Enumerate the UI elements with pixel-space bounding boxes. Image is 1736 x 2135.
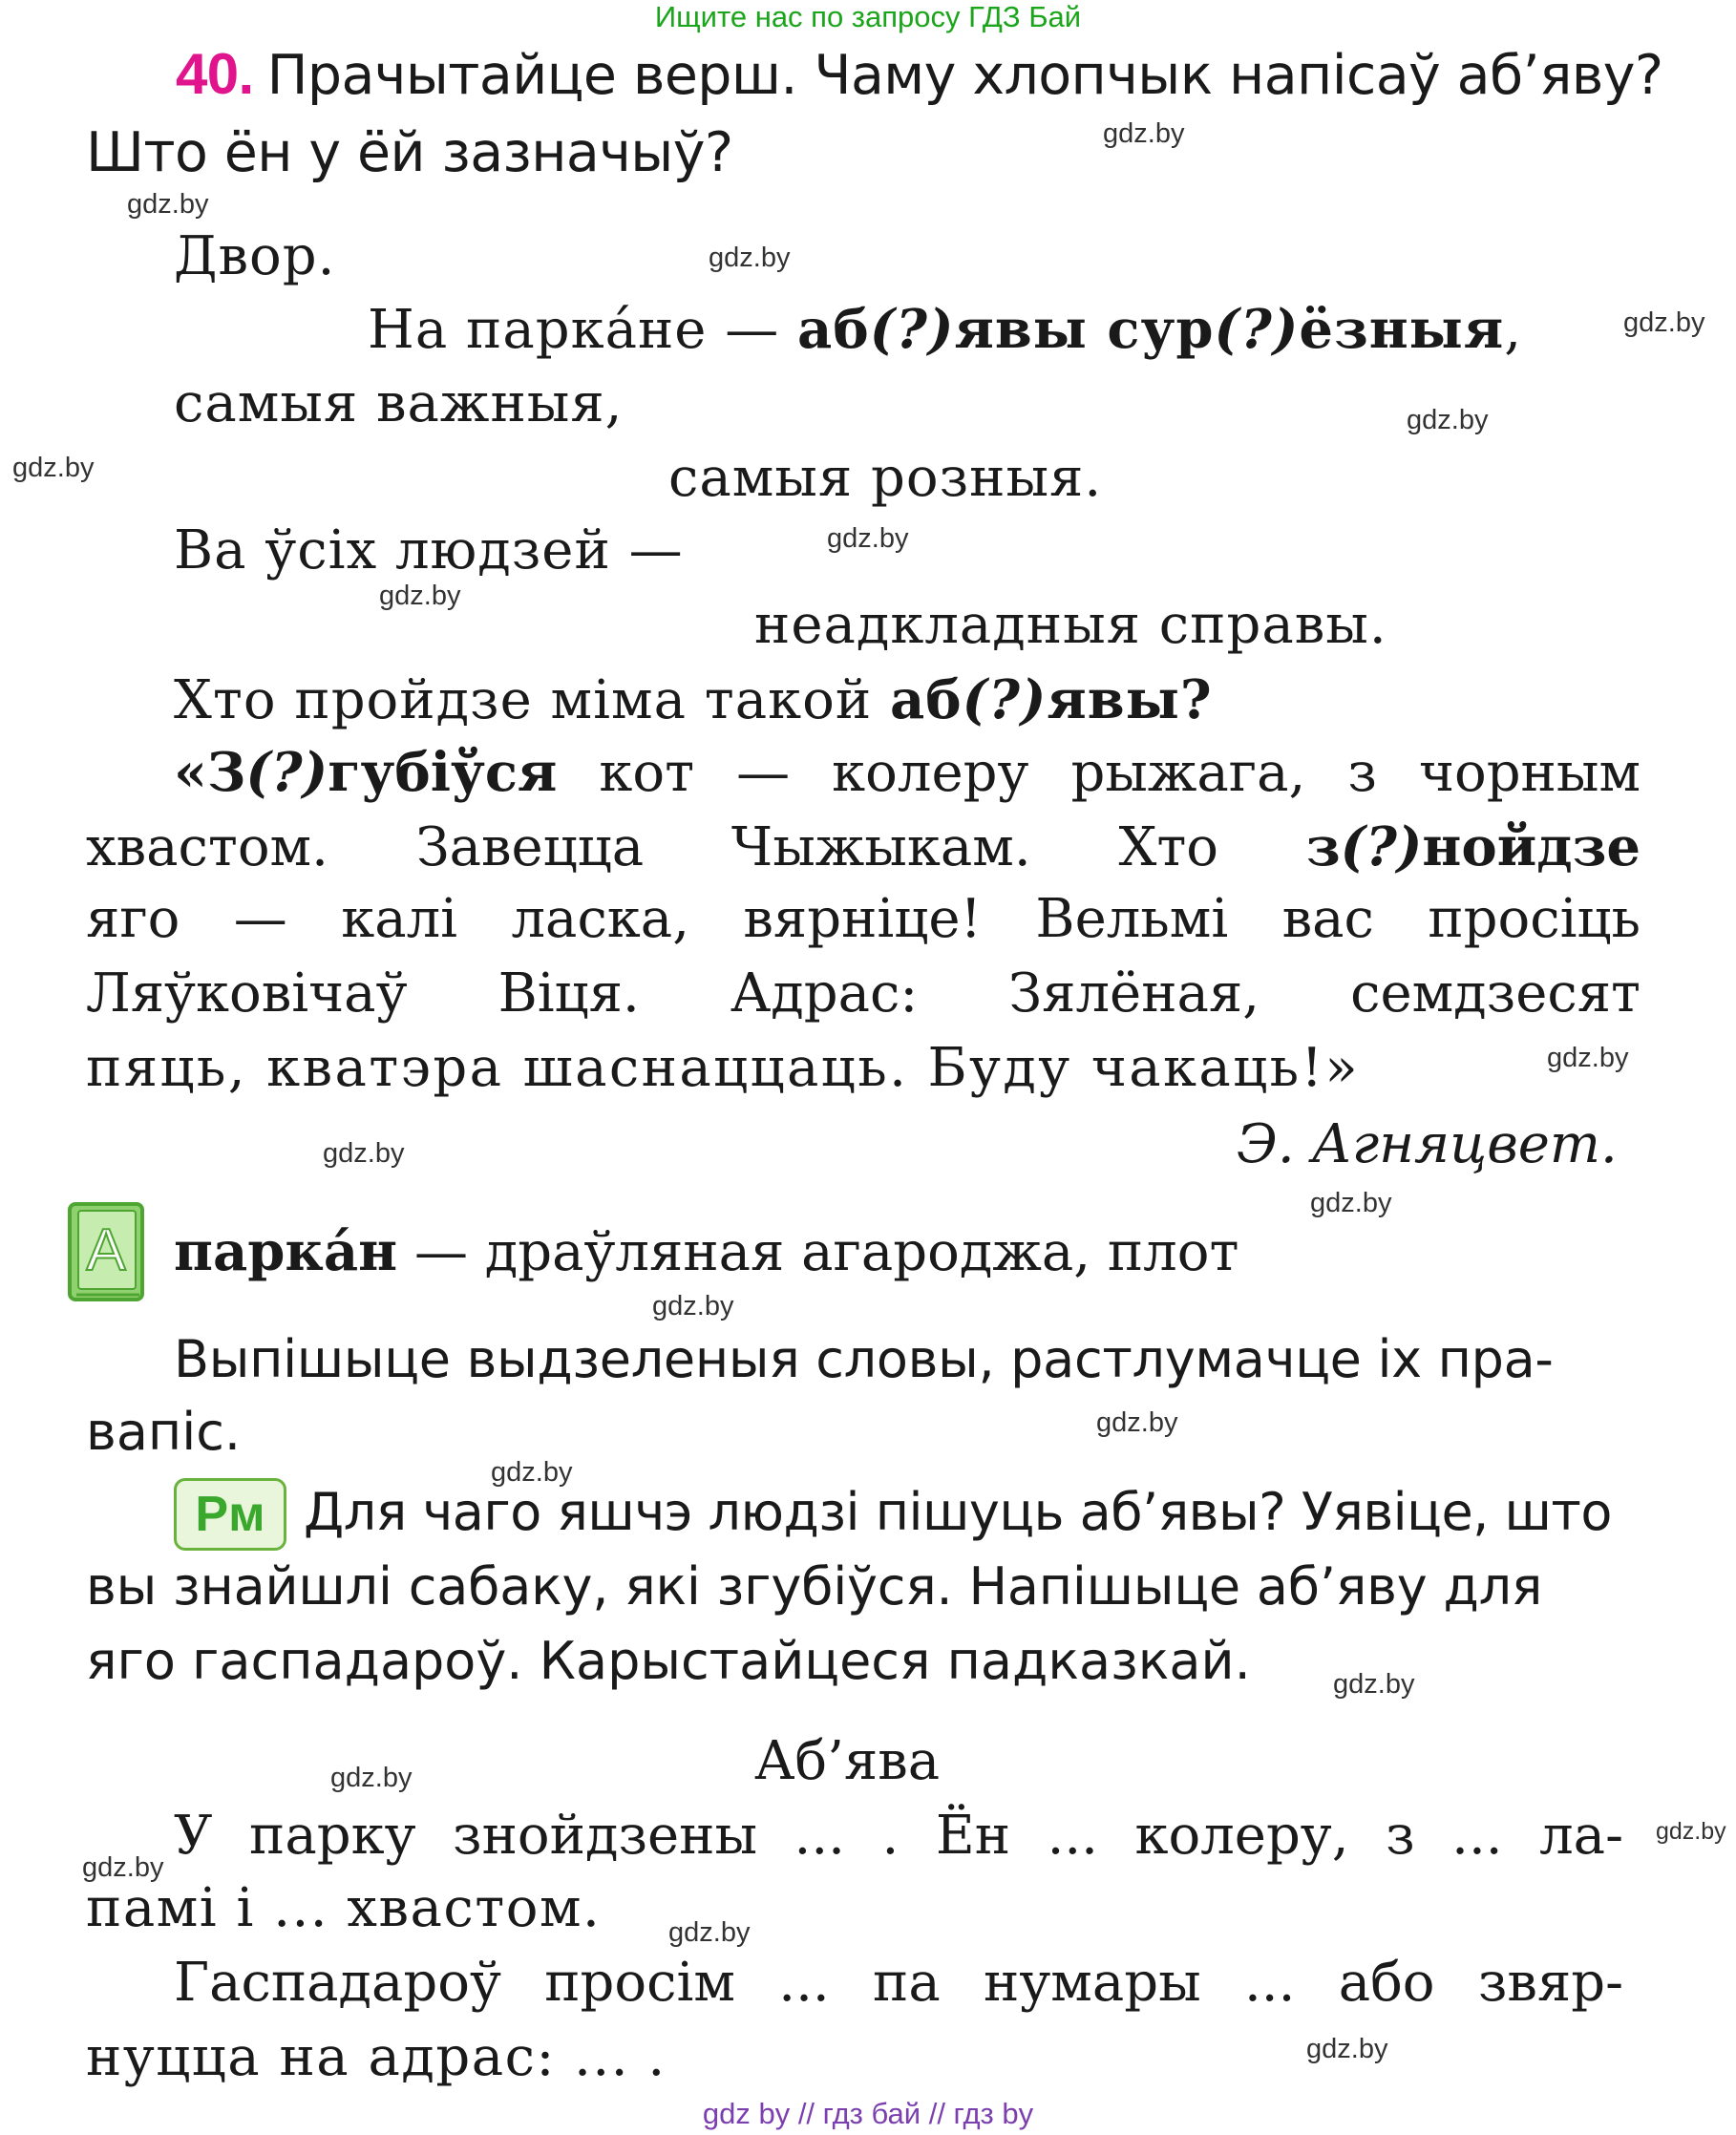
watermark: gdz.by xyxy=(1096,1407,1178,1438)
template-line-4: нуцца на адрас: ... . xyxy=(86,2026,667,2088)
poem-line-6: неадкладныя справы. xyxy=(754,594,1387,656)
watermark: gdz.by xyxy=(709,243,791,273)
poem-line-4: самыя розныя. xyxy=(668,447,1103,509)
poem-line-7: Хто пройдзе міма такой аб(?)явы? xyxy=(174,668,1213,731)
speech-development-badge: Рм xyxy=(174,1478,286,1551)
watermark: gdz.by xyxy=(1103,118,1185,149)
notice-line-2: хвастом. Завецца Чыжыкам. Хто з(?)нойдзе xyxy=(86,815,1641,878)
highlighted-word: аб(?)явы xyxy=(889,668,1180,731)
watermark: gdz.by xyxy=(323,1138,405,1169)
watermark: gdz.by xyxy=(491,1457,573,1488)
glossary-definition: — драўляная агароджа, плот xyxy=(397,1221,1239,1283)
instruction-line-2: вапіс. xyxy=(86,1402,242,1462)
notice-line-3: яго — калі ласка, вярніце! Вельмі вас просіць xyxy=(86,888,1641,950)
rm-line-3: яго гаспадароў. Карыстайцеся падказкай. xyxy=(86,1631,1251,1691)
author: Э. Агняцвет. xyxy=(1237,1113,1618,1175)
poem-line-2: На парка́не — аб(?)явы сур(?)ёзныя, xyxy=(368,298,1523,361)
task-number: 40. xyxy=(176,42,254,106)
instruction-line-1: Выпішыце выдзеленыя словы, растлумачце іх пра- xyxy=(174,1329,1554,1389)
watermark: gdz.by xyxy=(379,581,461,611)
poem-line-1: Двор. xyxy=(174,225,336,287)
dictionary-book-icon xyxy=(67,1201,145,1302)
watermark: gdz.by xyxy=(1333,1669,1415,1700)
watermark: gdz.by xyxy=(1407,405,1489,435)
watermark: gdz.by xyxy=(82,1852,164,1883)
highlighted-word: «З(?)губіўся xyxy=(174,741,558,804)
glossary-entry xyxy=(174,1220,1238,1283)
rm-line-1: Для чаго яшчэ людзі пішуць аб’явы? Уявіце, што xyxy=(304,1482,1612,1542)
watermark: gdz.by xyxy=(1656,1818,1726,1845)
notice-line-5: пяць, кватэра шаснаццаць. Буду чакаць!» xyxy=(86,1037,1361,1099)
poem-line-5: Ва ўсіх людзей — xyxy=(174,519,684,581)
task-question-2: Што ён у ёй зазначыў? xyxy=(86,121,733,184)
notice-line-1: «З(?)губіўся кот — колеру рыжага, з чорным xyxy=(174,741,1641,804)
glossary-term: парка́н xyxy=(174,1220,398,1283)
footer-links[interactable]: gdz by // гдз бай // гдз by xyxy=(702,2097,1034,2130)
top-banner[interactable]: Ищите нас по запросу ГДЗ Бай xyxy=(654,0,1082,33)
highlighted-word: з(?)нойдзе xyxy=(1305,815,1641,878)
watermark: gdz.by xyxy=(1623,307,1705,338)
template-line-3: Гаспадароў просім ... па нумары ... або звяр- xyxy=(174,1952,1623,2014)
book-letter: А xyxy=(86,1217,126,1283)
rm-line-2: вы знайшлі сабаку, які згубіўся. Напішыце аб’яву для xyxy=(86,1556,1543,1617)
watermark: gdz.by xyxy=(1310,1188,1392,1218)
template-line-1: У парку знойдзены ... . Ён ... колеру, з ... ла- xyxy=(174,1805,1623,1867)
watermark: gdz.by xyxy=(1547,1043,1629,1073)
poem-text: На парка́не — xyxy=(368,299,798,361)
watermark: gdz.by xyxy=(827,523,909,554)
watermark: gdz.by xyxy=(652,1291,734,1321)
poem-line-3: самыя важныя, xyxy=(174,372,624,434)
watermark: gdz.by xyxy=(12,453,95,483)
template-line-2: памі і ... хвастом. xyxy=(86,1877,602,1939)
notice-line-4: Ляўковічаў Віця. Адрас: Зялёная, семдзесят xyxy=(86,962,1641,1025)
task-heading-line1 xyxy=(176,38,1663,112)
watermark: gdz.by xyxy=(668,1917,751,1948)
watermark: gdz.by xyxy=(330,1763,413,1793)
watermark: gdz.by xyxy=(127,189,209,220)
watermark: gdz.by xyxy=(1306,2034,1388,2064)
highlighted-word: аб(?)явы сур(?)ёзныя xyxy=(797,298,1505,361)
task-question-1: Прачытайце верш. Чаму хлопчык напісаў аб’яву? xyxy=(266,44,1663,107)
template-title: Аб’ява xyxy=(754,1730,941,1792)
